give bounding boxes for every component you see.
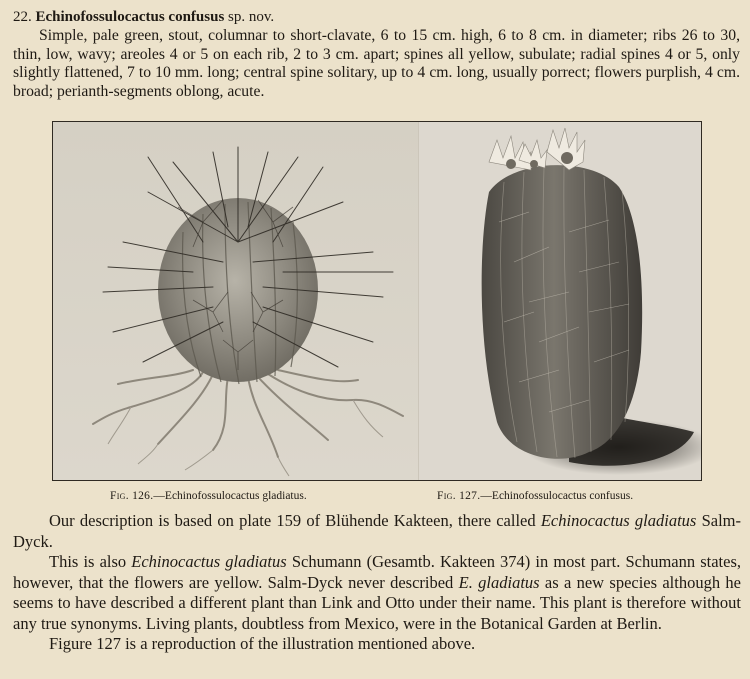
gladiatus-cactus-illustration — [53, 122, 418, 480]
species-number: 22. — [13, 9, 32, 25]
figure-captions — [0, 489, 750, 505]
figure-126-title: —Echinofossulocactus gladiatus. — [153, 490, 307, 502]
species-description: Simple, pale green, stout, columnar to short-clavate, 6 to 15 cm. high, 6 to 8 cm. in diameter; ribs 26 to 30, thin, low, wavy; areoles 4 or 5 on each rib, 2 to 3 cm. apart; spines all yellow, subulate; radial spines 4 or 5, only slightly flattened, 7 to 10 mm. long; central spine solitary, up to 4 cm. long, usually porrect; flowers purplish, 4 cm. broad; perianth-segments oblong, acute. — [13, 27, 740, 100]
paragraph-3 — [13, 634, 741, 655]
paragraph-3-text: Figure 127 is a reproduction of the illustration mentioned above. — [49, 634, 476, 653]
figure-126-label: Fig. 126. — [110, 490, 154, 502]
species-heading — [13, 7, 740, 27]
paragraph-2-italic-name-2: E. gladiatus — [458, 572, 540, 592]
figure-plate — [52, 121, 702, 481]
figure-127-caption — [437, 489, 633, 503]
discussion-text — [13, 511, 741, 655]
paragraph-2-text-c: Schumann (Gesamtb. Kakteen 374) in most part. Schumann states, however, that the flowers are yellow. Salm-Dyck never described — [13, 552, 741, 592]
species-status: sp. nov. — [228, 9, 275, 25]
figure-126-illustration — [53, 122, 418, 480]
paragraph-1-text-c: Salm-Dyck. — [13, 511, 741, 551]
figure-127-label: Fig. 127. — [437, 490, 481, 502]
species-name: Echinofossulocactus confusus — [35, 9, 225, 25]
paragraph-1 — [13, 511, 741, 552]
confusus-cactus-photo — [419, 122, 702, 480]
paragraph-2-italic-name-1: Echinocactus gladiatus — [131, 552, 287, 571]
paragraph-1-italic-name: Echinocactus gladiatus — [540, 511, 697, 530]
paragraph-2-text-a: This is also — [49, 552, 132, 571]
paragraph-2 — [13, 552, 741, 634]
figure-127-title: —Echinofossulocactus confusus. — [480, 490, 634, 502]
figure-126-caption — [110, 489, 307, 503]
figure-127-photograph — [419, 122, 702, 480]
paragraph-2-text-e: as a new species although he seems to have described a different plant than Link and Otto under their name. This plant is therefore without any true synonyms. Living plants, doubtless from Mexico, were in the Botanical Garden at Berlin. — [13, 572, 741, 633]
paragraph-1-text-a: Our description is based on plate 159 of Blühende Kakteen, there called — [49, 511, 541, 530]
